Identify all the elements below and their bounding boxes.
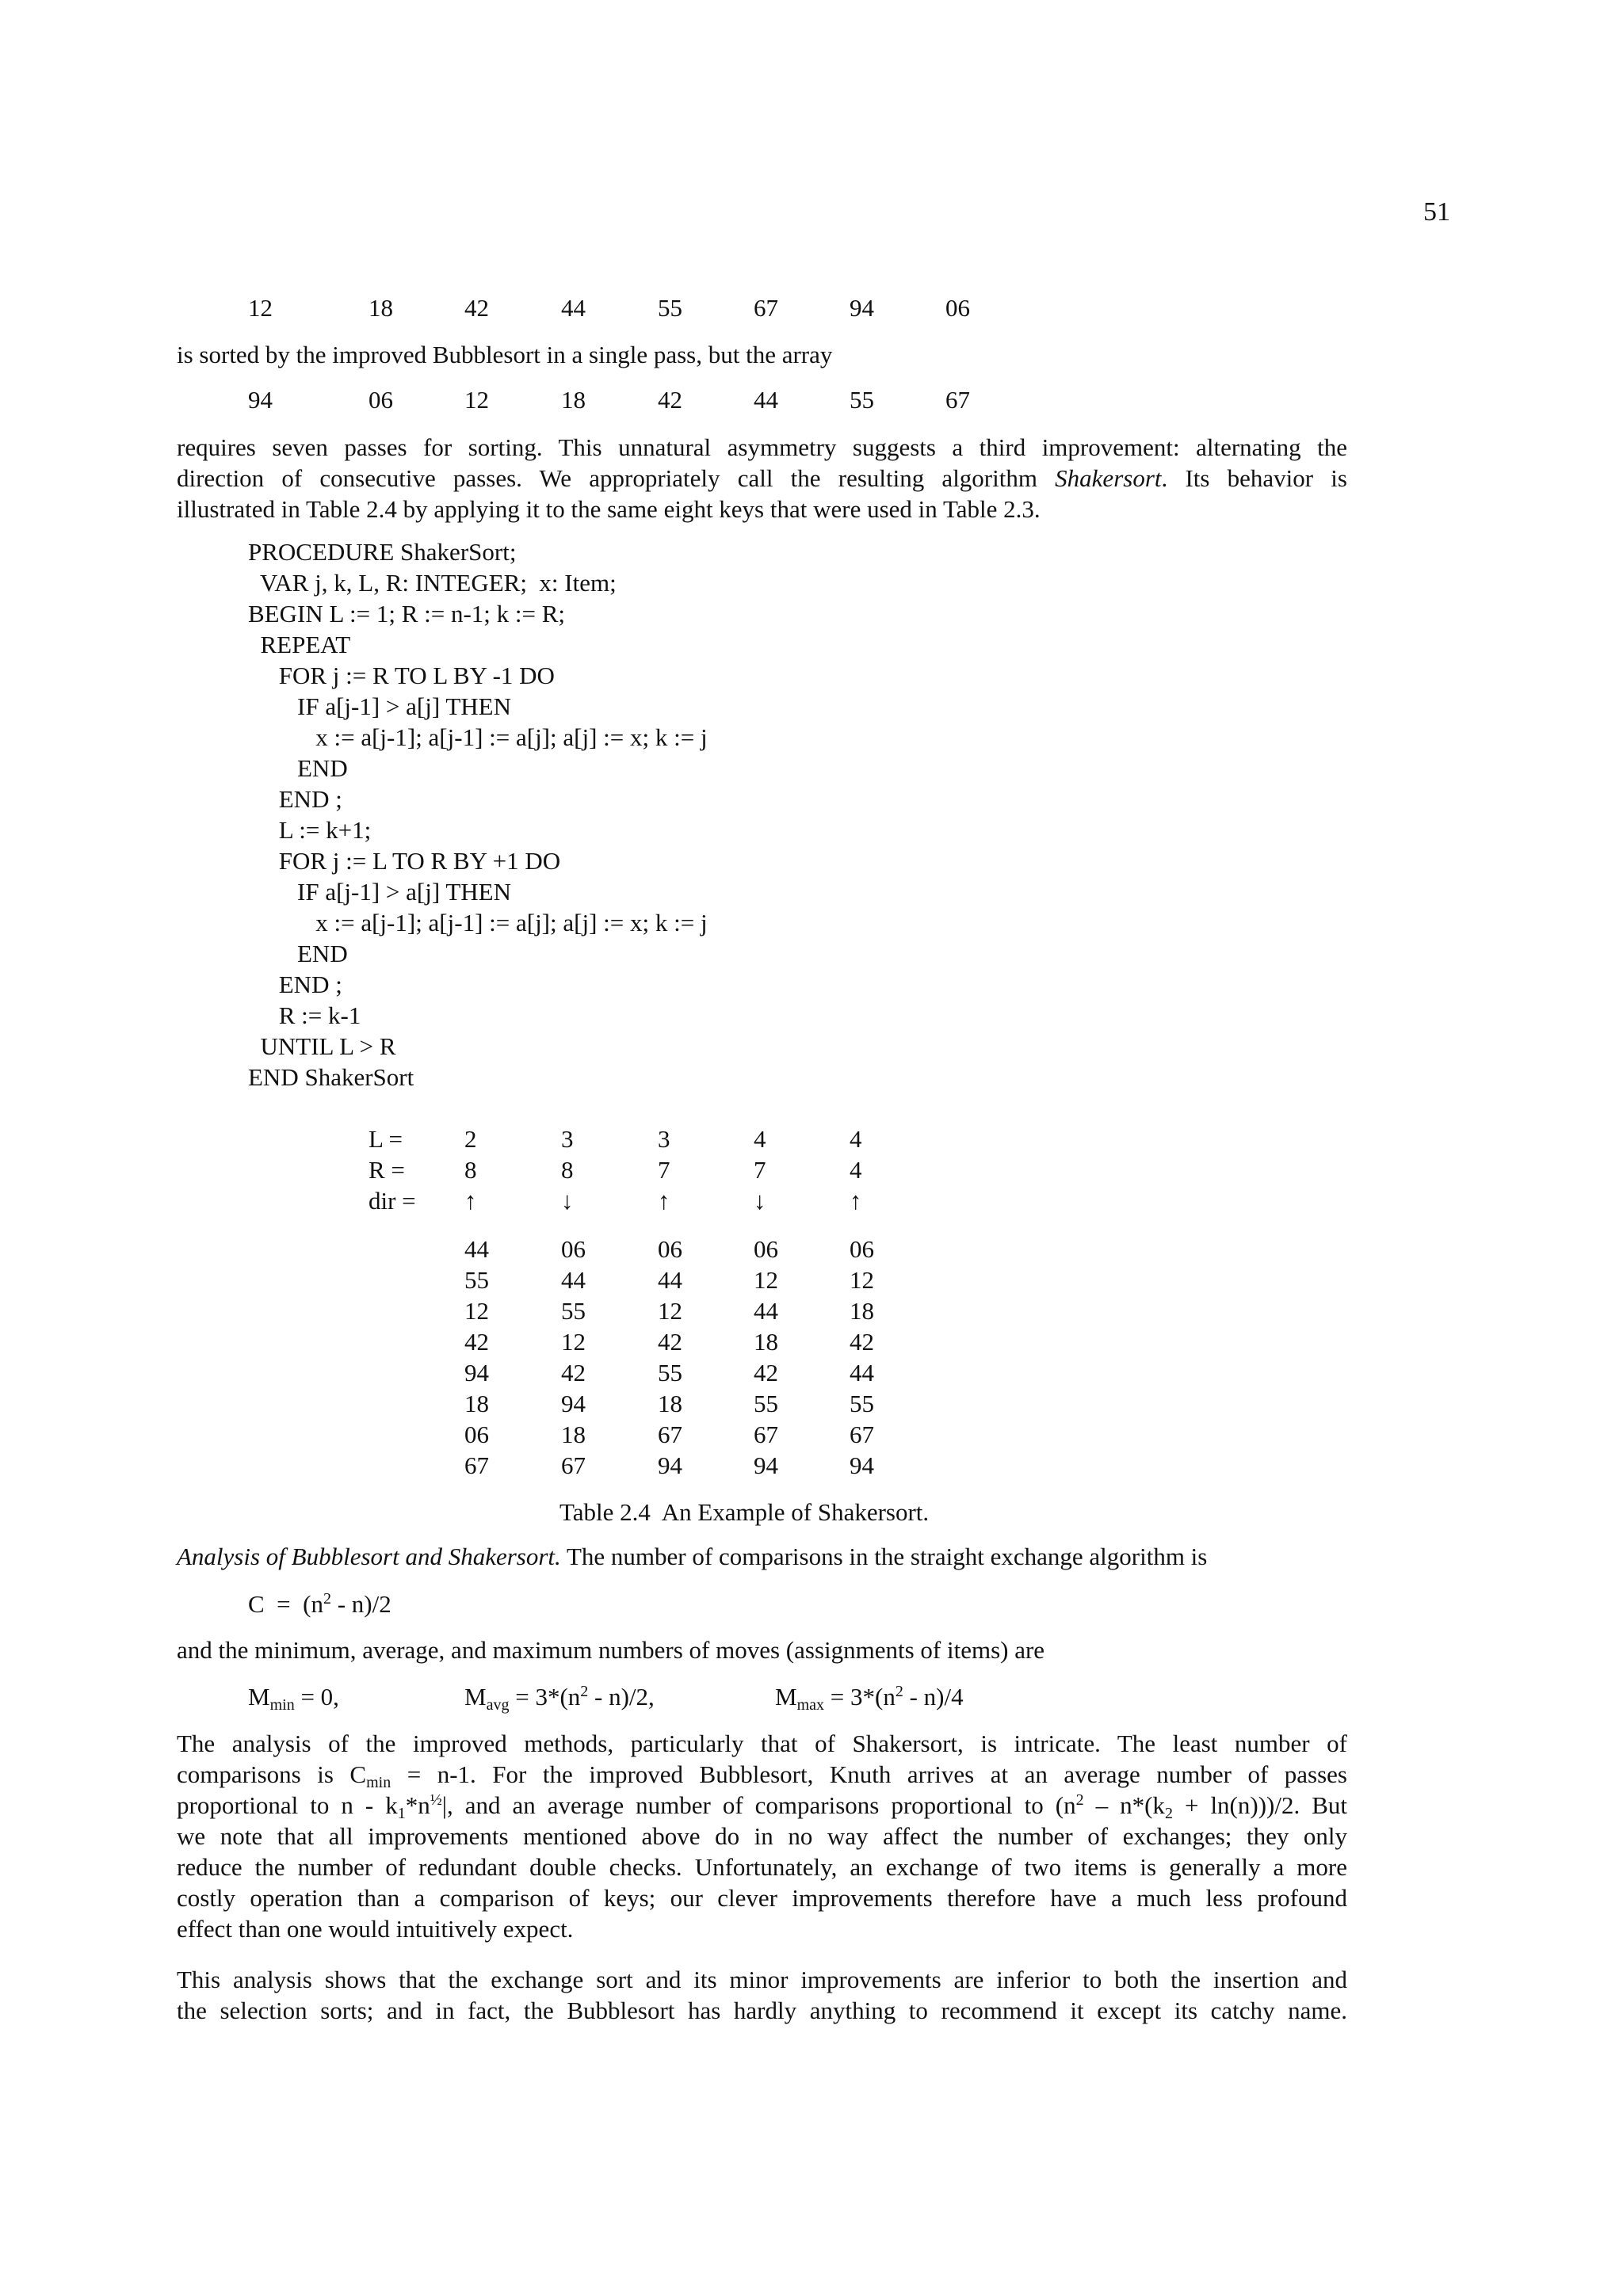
array-value: 12: [464, 386, 489, 414]
table-cell: 06: [658, 1235, 682, 1263]
table-cell: 55: [464, 1266, 489, 1294]
table-cell: 55: [561, 1297, 586, 1325]
paragraph-line: direction of consecutive passes. We appropriately call the resulting algorithm Shakersort. Its behavior is: [177, 464, 1347, 492]
array-value: 12: [248, 294, 273, 322]
table-header-cell: 2: [464, 1125, 477, 1153]
array-value: 18: [561, 386, 586, 414]
table-cell: 44: [561, 1266, 586, 1294]
table-cell: 18: [658, 1390, 682, 1417]
paragraph-shakersort-intro: [177, 432, 1347, 524]
code-line: END ;: [248, 971, 342, 998]
code-line: L := k+1;: [248, 816, 372, 844]
table-cell: 44: [658, 1266, 682, 1294]
table-cell: 55: [658, 1359, 682, 1386]
direction-arrow-icon: ↑: [658, 1187, 670, 1215]
table-cell: 12: [754, 1266, 778, 1294]
table-cell: 94: [850, 1451, 874, 1479]
table-header-label: dir =: [369, 1187, 416, 1215]
table-cell: 18: [754, 1328, 778, 1356]
code-line: UNTIL L > R: [248, 1032, 396, 1060]
code-line: FOR j := R TO L BY -1 DO: [248, 662, 555, 689]
analysis-text: The number of comparisons in the straight exchange algorithm is: [560, 1543, 1208, 1570]
direction-arrow-icon: ↓: [561, 1187, 574, 1215]
array-value: 18: [369, 294, 393, 322]
paragraph-line: reduce the number of redundant double checks. Unfortunately, an exchange of two items is generally a more: [177, 1853, 1347, 1881]
direction-arrow-icon: ↑: [850, 1187, 862, 1215]
array-value: 94: [248, 386, 273, 414]
table-header-cell: 4: [850, 1156, 862, 1184]
code-line: END ShakerSort: [248, 1063, 414, 1091]
table-cell: 12: [658, 1297, 682, 1325]
paragraph-line: This analysis shows that the exchange sort and its minor improvements are inferior to both the insertion and: [177, 1966, 1347, 1993]
table-cell: 67: [464, 1451, 489, 1479]
table-cell: 42: [754, 1359, 778, 1386]
analysis-title: Analysis of Bubblesort and Shakersort.: [177, 1543, 561, 1570]
code-line: END: [248, 940, 348, 967]
code-line: END ;: [248, 785, 342, 813]
paragraph-line: costly operation than a comparison of keys; our clever improvements therefore have a much less profound: [177, 1884, 1347, 1912]
table-header-cell: 7: [754, 1156, 766, 1184]
paragraph-line: requires seven passes for sorting. This unnatural asymmetry suggests a third improvement: alternating the: [177, 433, 1347, 461]
table-cell: 18: [850, 1297, 874, 1325]
algorithm-name: Shakersort: [1055, 464, 1162, 492]
code-line: IF a[j-1] > a[j] THEN: [248, 692, 511, 720]
table-cell: 67: [754, 1421, 778, 1448]
array-value: 55: [658, 294, 682, 322]
table-cell: 55: [850, 1390, 874, 1417]
array-value: 67: [945, 386, 970, 414]
table-cell: 67: [561, 1451, 586, 1479]
table-cell: 18: [561, 1421, 586, 1448]
sentence-moves: and the minimum, average, and maximum numbers of moves (assignments of items) are: [177, 1636, 1045, 1664]
table-caption: Table 2.4 An Example of Shakersort.: [559, 1498, 930, 1526]
table-cell: 12: [464, 1297, 489, 1325]
code-line: BEGIN L := 1; R := n-1; k := R;: [248, 600, 566, 627]
table-cell: 18: [464, 1390, 489, 1417]
code-line: x := a[j-1]; a[j-1] := a[j]; a[j] := x; k := j: [248, 723, 708, 751]
code-line: FOR j := L TO R BY +1 DO: [248, 847, 561, 875]
table-header-label: L =: [369, 1125, 403, 1153]
table-cell: 12: [850, 1266, 874, 1294]
page-number: 51: [1423, 197, 1450, 227]
array-value: 06: [945, 294, 970, 322]
table-header-label: R =: [369, 1156, 405, 1184]
code-line: END: [248, 754, 348, 782]
formula-m-avg: $M_{avg} = 3*(n^2 - n)/2$,: [464, 1683, 655, 1714]
table-header-cell: 7: [658, 1156, 670, 1184]
formula-m-max: $M_{max} = 3*(n^2 - n)/4$: [775, 1683, 964, 1714]
table-cell: 12: [561, 1328, 586, 1356]
direction-arrow-icon: ↑: [464, 1187, 477, 1215]
table-cell: 67: [850, 1421, 874, 1448]
array-value: 06: [369, 386, 393, 414]
array-value: 55: [850, 386, 874, 414]
table-header-cell: 8: [561, 1156, 574, 1184]
table-cell: 42: [561, 1359, 586, 1386]
array-value: 42: [658, 386, 682, 414]
table-cell: 44: [464, 1235, 489, 1263]
code-line: REPEAT: [248, 631, 351, 658]
paragraph-conclusion: [177, 1964, 1347, 2026]
table-cell: 94: [754, 1451, 778, 1479]
paragraph-line: we note that all improvements mentioned above do in no way affect the number of exchanges; they only: [177, 1822, 1347, 1850]
array-value: 42: [464, 294, 489, 322]
formula-m-min: $M_{min} = 0$,: [248, 1683, 339, 1714]
table-cell: 44: [754, 1297, 778, 1325]
code-line: IF a[j-1] > a[j] THEN: [248, 878, 511, 906]
array-example-2: [0, 384, 1623, 415]
array-value: 44: [561, 294, 586, 322]
table-cell: 94: [464, 1359, 489, 1386]
table-cell: 06: [754, 1235, 778, 1263]
analysis-intro: [177, 1541, 1207, 1572]
table-cell: 42: [850, 1328, 874, 1356]
array-value: 44: [754, 386, 778, 414]
paragraph-line: illustrated in Table 2.4 by applying it to the same eight keys that were used in Table 2.3.: [177, 495, 1041, 523]
array-value: 67: [754, 294, 778, 322]
table-cell: 06: [850, 1235, 874, 1263]
array-value: 94: [850, 294, 874, 322]
code-line: x := a[j-1]; a[j-1] := a[j]; a[j] := x; k := j: [248, 909, 708, 936]
code-line: PROCEDURE ShakerSort;: [248, 538, 517, 566]
table-cell: 67: [658, 1421, 682, 1448]
paragraph-analysis: [177, 1728, 1347, 1944]
table-cell: 94: [561, 1390, 586, 1417]
paragraph-line: comparisons is $C_{min} = n-1$. For the improved Bubblesort, Knuth arrives at an average number of passes: [177, 1760, 1347, 1791]
direction-arrow-icon: ↓: [754, 1187, 766, 1215]
table-cell: 44: [850, 1359, 874, 1386]
sentence-sorted-single-pass: is sorted by the improved Bubblesort in a single pass, but the array: [177, 341, 833, 368]
table-cell: 94: [658, 1451, 682, 1479]
array-example-1: [0, 292, 1623, 323]
paragraph-line: proportional to n - $k_1*n^{\frac{1}{2}}|$, and an average number of comparisons proportional to $(n^2 - n*(k_2 + \ln(n)))/2$. But: [177, 1791, 1348, 1822]
code-line: VAR j, k, L, R: INTEGER; x: Item;: [248, 569, 617, 597]
paragraph-line: the selection sorts; and in fact, the Bubblesort has hardly anything to recommend it except its catchy name.: [177, 1997, 1347, 2024]
paragraph-line: effect than one would intuitively expect.: [177, 1915, 574, 1943]
table-cell: 42: [658, 1328, 682, 1356]
table-cell: 06: [561, 1235, 586, 1263]
table-header-cell: 4: [850, 1125, 862, 1153]
table-cell: 06: [464, 1421, 489, 1448]
table-header-cell: 4: [754, 1125, 766, 1153]
code-line: R := k-1: [248, 1001, 361, 1029]
table-cell: 55: [754, 1390, 778, 1417]
formula-comparisons: $C = (n^2 - n)/2$: [248, 1590, 391, 1618]
table-header-cell: 3: [561, 1125, 574, 1153]
paragraph-line: The analysis of the improved methods, particularly that of Shakersort, is intricate. The least number of: [177, 1730, 1347, 1757]
table-header-cell: 3: [658, 1125, 670, 1153]
table-cell: 42: [464, 1328, 489, 1356]
table-header-cell: 8: [464, 1156, 477, 1184]
